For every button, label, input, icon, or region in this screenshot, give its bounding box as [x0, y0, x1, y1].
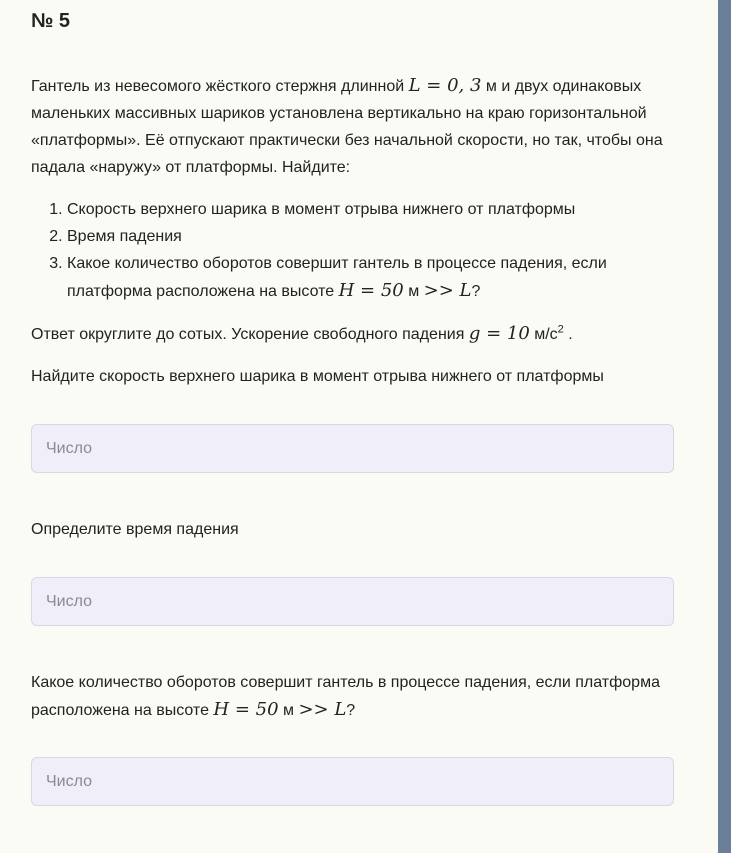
question-1-text: Скорость верхнего шарика в момент отрыва нижнего от платформы [67, 201, 576, 218]
unit-meter: м [403, 283, 424, 300]
subquestion-2-label: Определите время падения [31, 521, 239, 538]
math-gravity: g = 10 [468, 323, 530, 344]
math-length: L = 0, 3 [408, 75, 482, 96]
answer-input-1[interactable] [32, 425, 673, 472]
unit-meter-2: м [278, 702, 299, 719]
list-item [67, 223, 674, 250]
subquestion-3-label [31, 669, 674, 724]
scrollbar[interactable] [718, 0, 731, 853]
question-mark-2: ? [346, 702, 356, 719]
answer-box-2 [31, 577, 674, 626]
problem-number: № 5 [31, 10, 70, 32]
math-compare: >> L [423, 280, 472, 301]
rounding-note [31, 320, 691, 348]
subquestion-3-text: Какое количество оборотов совершит гантель в процессе падения, если платформа расположена на высоте [31, 674, 660, 719]
subquestion-1-label: Найдите скорость верхнего шарика в момент отрыва нижнего от платформы [31, 368, 604, 385]
question-3-text: Какое количество оборотов совершит гантель в процессе падения, если платформа расположена на высоте [67, 255, 607, 300]
math-compare-2: >> L [298, 699, 347, 720]
math-height-2: H = 50 [213, 699, 279, 720]
problem-statement [31, 72, 674, 181]
rounding-text: Ответ округлите до сотых. Ускорение свободного падения [31, 326, 469, 343]
unit-exponent: 2 [557, 323, 564, 336]
list-item [67, 196, 674, 223]
rounding-end: . [563, 326, 573, 343]
math-height: H = 50 [338, 280, 404, 301]
question-2-text: Время падения [67, 228, 182, 245]
list-item [67, 250, 674, 305]
question-mark: ? [471, 283, 481, 300]
answer-box-1 [31, 424, 674, 473]
statement-text-2: м и двух одинаковых маленьких массивных шариков установлена вертикально на краю горизонтальной «платформы». Её отпускают практически без начальной скорости, но так, чтобы она падала «наружу» от платформы. Найдите: [31, 78, 663, 176]
answer-input-2[interactable] [32, 578, 673, 625]
answer-box-3 [31, 757, 674, 806]
question-list [31, 196, 674, 305]
statement-text-1: Гантель из невесомого жёсткого стержня длинной [31, 78, 409, 95]
unit-acceleration: м/с [529, 326, 558, 343]
answer-input-3[interactable] [32, 758, 673, 805]
